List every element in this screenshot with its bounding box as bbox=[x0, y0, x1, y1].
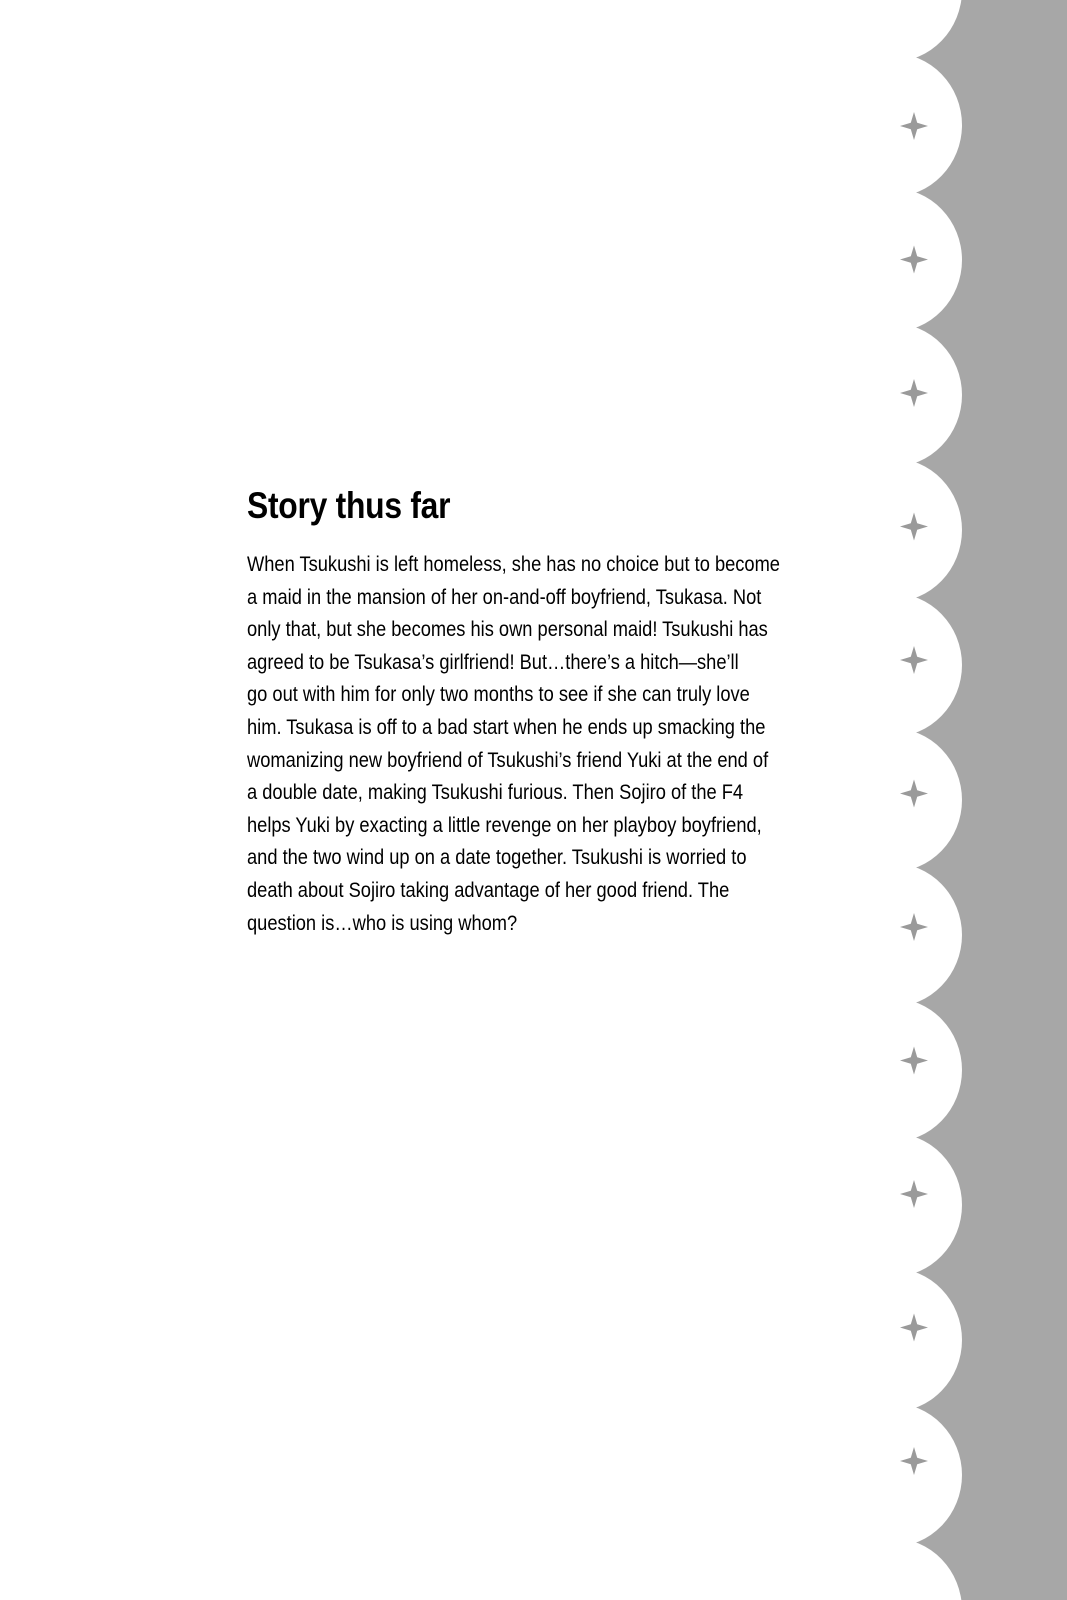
story-body bbox=[247, 548, 808, 939]
scallop-group bbox=[892, 0, 962, 1600]
story-line: agreed to be Tsukasa’s girlfriend! But…there’s a hitch—she’ll bbox=[247, 649, 739, 674]
story-line: only that, but she becomes his own personal maid! Tsukushi has bbox=[247, 617, 768, 642]
story-line: death about Sojiro taking advantage of her good friend. The bbox=[247, 877, 730, 902]
story-line: womanizing new boyfriend of Tsukushi’s friend Yuki at the end of bbox=[247, 747, 769, 772]
story-line: When Tsukushi is left homeless, she has no choice but to become bbox=[247, 552, 780, 576]
story-line: helps Yuki by exacting a little revenge on her playboy boyfriend, bbox=[247, 812, 762, 837]
story-line: him. Tsukasa is off to a bad start when he ends up smacking the bbox=[247, 714, 766, 739]
story-line: and the two wind up on a date together. Tsukushi is worried to bbox=[247, 845, 747, 870]
story-title: Story thus far bbox=[247, 485, 451, 526]
story-line: question is…who is using whom? bbox=[247, 910, 518, 935]
story-line: a maid in the mansion of her on-and-off boyfriend, Tsukasa. Not bbox=[247, 584, 762, 609]
scalloped-margin-strip bbox=[892, 0, 1067, 1600]
story-section bbox=[247, 484, 807, 939]
story-line: a double date, making Tsukushi furious. Then Sojiro of the F4 bbox=[247, 780, 744, 805]
story-line: go out with him for only two months to see if she can truly love bbox=[247, 682, 750, 707]
